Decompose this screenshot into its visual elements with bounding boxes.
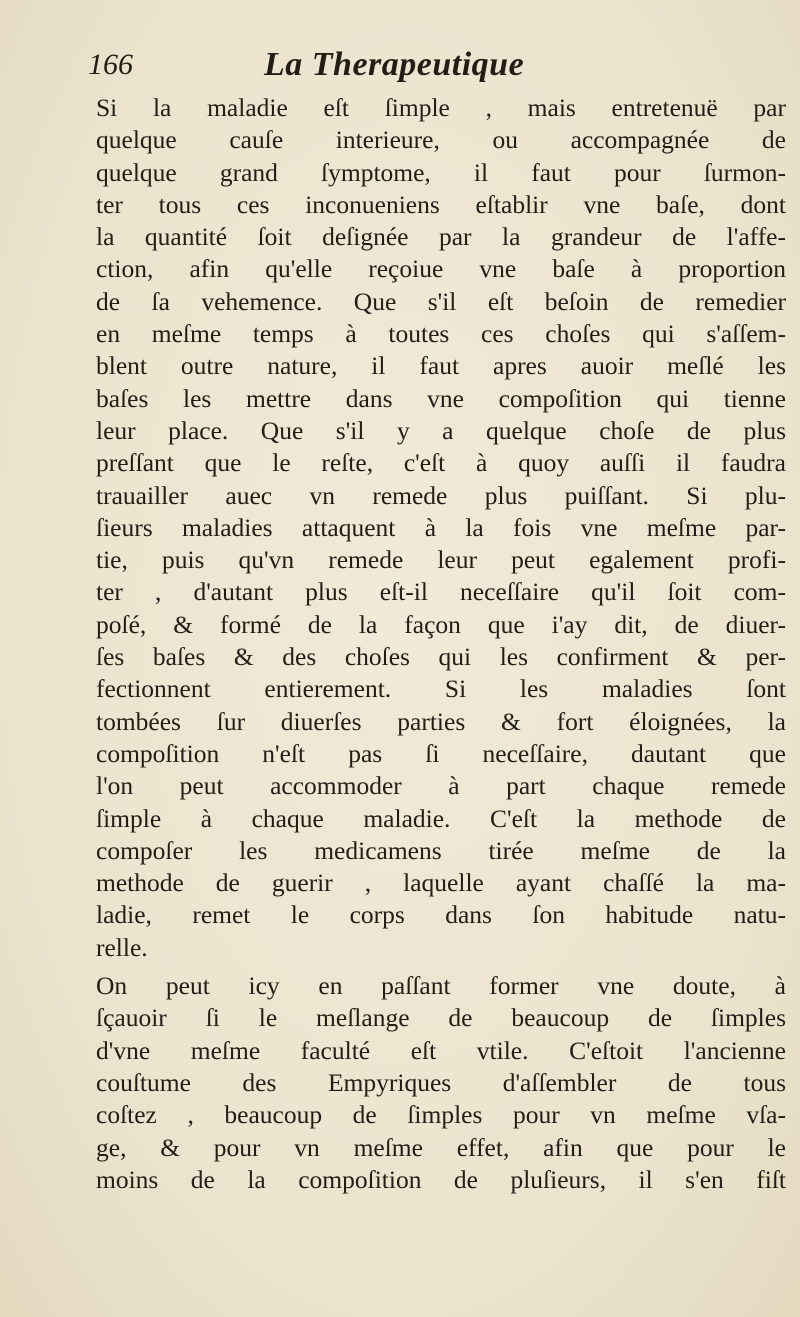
text-line: ladie, remet le corps dans ſon habitude natu- — [96, 900, 786, 930]
text-line: poſé, & formé de la façon que i'ay dit, de diuer- — [96, 609, 786, 639]
text-line: On peut icy en paſſant former vne doute, à — [96, 971, 786, 1001]
text-line: couſtume des Empyriques d'aſſembler de tous — [96, 1067, 786, 1097]
text-line: quelque cauſe interieure, ou accompagnée de — [96, 125, 786, 155]
text-line: blent outre nature, il faut apres auoir meſlé les — [96, 351, 786, 381]
text-line: relle. — [96, 932, 148, 962]
text-line: moins de la compoſition de pluſieurs, il s'en fiſt — [96, 1164, 786, 1194]
text-line: Si la maladie eſt ſimple , mais entretenuë par — [96, 93, 786, 122]
page-header — [88, 48, 768, 88]
body-text — [96, 92, 786, 1196]
text-line: l'on peut accommoder à part chaque remede — [96, 771, 786, 801]
text-line: ſçauoir ſi le meſlange de beaucoup de ſimples — [96, 1003, 786, 1033]
text-line: la quantité ſoit deſignée par la grandeur de l'affe- — [96, 222, 786, 252]
paragraph-2 — [96, 970, 786, 1196]
text-line: ſieurs maladies attaquent à la fois vne meſme par- — [96, 512, 786, 542]
text-line: coſtez , beaucoup de ſimples pour vn meſme vſa- — [96, 1100, 786, 1130]
text-line: compoſer les medicamens tirée meſme de la — [96, 835, 786, 865]
text-line: methode de guerir , laquelle ayant chaſſé la ma- — [96, 868, 786, 898]
text-line: ter , d'autant plus eſt-il neceſſaire qu'il ſoit com- — [96, 577, 786, 607]
text-line: en meſme temps à toutes ces choſes qui s'aſſem- — [96, 319, 786, 349]
text-line: ction, afin qu'elle reçoiue vne baſe à proportion — [96, 254, 786, 284]
page-number: 166 — [88, 48, 133, 81]
running-title: La Therapeutique — [264, 46, 525, 83]
text-line: quelque grand ſymptome, il faut pour ſurmon- — [96, 157, 786, 187]
text-line: d'vne meſme faculté eſt vtile. C'eſtoit l'ancienne — [96, 1035, 786, 1065]
text-line: ſimple à chaque maladie. C'eſt la methode de — [96, 803, 786, 833]
text-line: ſes baſes & des choſes qui les confirment & per- — [96, 642, 786, 672]
text-line: preſſant que le reſte, c'eſt à quoy auſſi il faudra — [96, 448, 786, 478]
text-line: trauailler auec vn remede plus puiſſant. Si plu- — [96, 480, 786, 510]
text-line: leur place. Que s'il y a quelque choſe de plus — [96, 415, 786, 445]
text-line: de ſa vehemence. Que s'il eſt beſoin de remedier — [96, 286, 786, 316]
text-line: ge, & pour vn meſme effet, afin que pour le — [96, 1132, 786, 1162]
text-line: baſes les mettre dans vne compoſition qui tienne — [96, 383, 786, 413]
text-line: ter tous ces inconueniens eſtablir vne baſe, dont — [96, 189, 786, 219]
text-line: tombées ſur diuerſes parties & fort éloignées, la — [96, 706, 786, 736]
text-line: compoſition n'eſt pas ſi neceſſaire, dautant que — [96, 738, 786, 768]
text-line: tie, puis qu'vn remede leur peut egalement profi- — [96, 545, 786, 575]
paragraph-1 — [96, 92, 786, 964]
text-line: fectionnent entierement. Si les maladies ſont — [96, 674, 786, 704]
